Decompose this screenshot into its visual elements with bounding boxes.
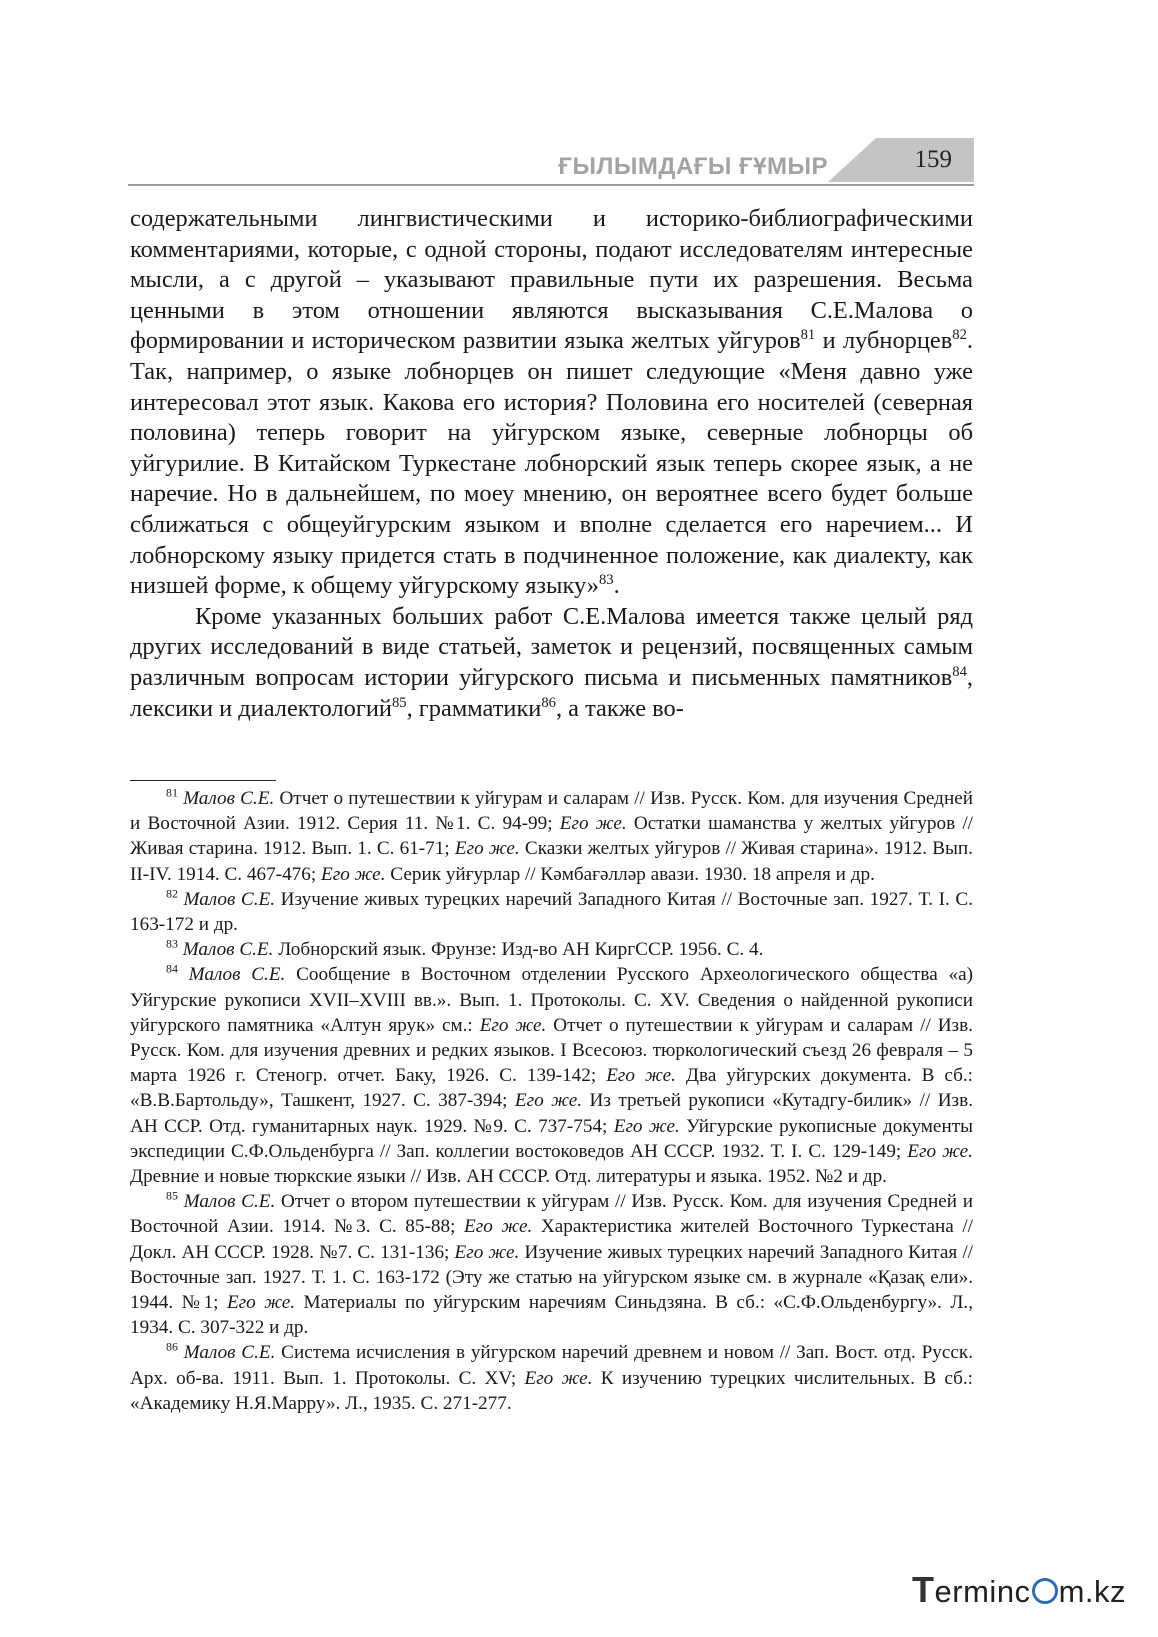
text-run: , лексики и диалектологий	[130, 663, 973, 722]
watermark-middle: erminc	[934, 1574, 1031, 1609]
italic-text: Его же.	[454, 1241, 520, 1263]
text-run: , грамматики	[406, 694, 542, 722]
text-run: . Так, например, о языке лобнорцев он пишет следующие «Меня давно уже интересовал этот язык. Какова его история? Половина его носителей (северная половина) теперь говорит на уйгурском языке, северные лобнорцы об уйгурилие. В Китайском Туркестане лобнорский язык теперь скорее язык, а не наречие. Но в дальнейшем, по моеу мнению, он вероятнее всего будет больше сближаться с общеуйгурским языком и вполне сделается его наречием... И лобнорскому языку придется стать в подчиненное положение, как диалекту, как низшей форме, к общему уйгурскому языку»	[130, 327, 973, 600]
text-run: Кроме указанных больших работ С.Е.Малова имеется также целый ряд других исследований в виде статьей, заметок и рецензий, посвященных самым различным вопросам истории уйгурского письма и письменных памятников	[130, 602, 973, 691]
text-run: К изучению турецких числительных. В сб.: «Академику Н.Я.Марру». Л., 1935. С. 271-277.	[130, 1367, 974, 1414]
footnote-ref: 82	[952, 327, 967, 344]
footnote-85	[130, 1189, 973, 1340]
text-run	[178, 964, 189, 985]
italic-text: Малов С.Е.	[183, 888, 276, 910]
italic-text: Его же.	[907, 1140, 973, 1162]
italic-text: Его же.	[463, 1216, 533, 1238]
text-run: Отчет о путешествии к уйгурам и саларам // Изв. Русск. Ком. для изучения Средней и Восточной Азии. 1912. Серия 11. №1. С. 94-99;	[130, 788, 973, 835]
italic-text: Его же.	[320, 863, 386, 885]
text-run: Отчет о втором путешествии к уйгурам // Изв. Русск. Ком. для изучения Средней и Восточной Азии. 1914. №3. С. 85-88;	[130, 1191, 974, 1238]
text-run: .	[613, 572, 620, 600]
footnote-ref: 85	[166, 1188, 178, 1203]
footnote-84	[130, 962, 973, 1189]
footnote-ref: 83	[166, 936, 178, 951]
watermark-first-letter: T	[912, 1569, 935, 1610]
italic-text: Его же.	[613, 1115, 680, 1137]
text-run: , а также во-	[555, 694, 684, 722]
italic-text: Его же.	[559, 813, 627, 835]
footnote-86	[130, 1340, 973, 1416]
text-run: Система исчисления в уйгурском наречий древнем и новом // Зап. Вост. отд. Русск. Арх. об-ва. 1911. Вып. 1. Протоколы. С. XV;	[130, 1342, 973, 1389]
footnote-ref: 83	[598, 572, 614, 588]
footnote-82	[130, 887, 973, 937]
text-run: и лубнорцев	[815, 327, 953, 355]
paragraph	[130, 204, 973, 602]
italic-text: Его же.	[514, 1090, 583, 1112]
footnote-81	[130, 786, 973, 887]
italic-text: Малов С.Е.	[183, 1191, 276, 1213]
footnote-ref: 81	[166, 785, 178, 800]
page-number: 159	[914, 146, 952, 173]
text-run: Серик уйғурлар // Кәмбағәлләр авази. 1930. 18 апреля и др.	[385, 863, 875, 885]
italic-text: Малов С.Е.	[182, 939, 274, 961]
footnote-83	[130, 937, 973, 962]
italic-text: Малов С.Е.	[183, 1342, 276, 1364]
text-run: содержательными лингвистическими и историко-библиографическими комментариями, которые, с одной стороны, подают исследователям интересные мысли, а с другой – указывают правильные пути их разрешения. Весьма ценными в этом отношении являются высказывания С.Е.Малова о формировании и историческом развитии языка желтых уйгуров	[130, 205, 973, 355]
text-run: Уйгурские рукописные документы экспедиции С.Ф.Ольденбурга // Зап. коллегии востоковедов АН СССР. 1932. Т. I. С. 129-149;	[130, 1115, 973, 1162]
footnote-ref: 86	[541, 694, 556, 711]
text-run: Материалы по уйгурским наречиям Синьдзяна. В сб.: «С.Ф.Ольденбургу». Л., 1934. С. 307-322 и др.	[130, 1292, 973, 1339]
main-text	[130, 204, 973, 724]
text-run: Остатки шаманства у желтых уйгуров // Живая старина. 1912. Вып. 1. С. 61-71;	[130, 813, 973, 860]
footnote-ref: 82	[166, 886, 178, 901]
italic-text: Его же.	[606, 1065, 676, 1087]
watermark-end: m.kz	[1058, 1574, 1126, 1609]
footnotes	[130, 786, 973, 1416]
header-band-shape	[828, 138, 974, 182]
footnote-ref: 84	[952, 663, 967, 680]
text-run: Сообщение в Восточном отделении Русского Археологического общества «а) Уйгурские рукописи XVII–XVIII вв.». Вып. 1. Протоколы. С. XV. Сведения о найденной рукописи уйгурского памятника «Алтун ярук» см.:	[130, 964, 974, 1036]
italic-text: Малов С.Е.	[183, 788, 275, 809]
italic-text: Его же.	[479, 1014, 547, 1036]
text-run: Характеристика жителей Восточного Туркестана // Докл. АН СССР. 1928. №7. С. 131-136;	[130, 1216, 973, 1263]
text-run: Сказки желтых уйгуров // Живая старина». 1912. Вып. II-IV. 1914. С. 467-476;	[130, 838, 973, 885]
footnote-rule	[130, 780, 276, 781]
watermark-circle-icon	[1032, 1578, 1058, 1604]
paragraph	[130, 602, 973, 724]
italic-text: Его же.	[226, 1292, 296, 1314]
text-run: Лобнорский язык. Фрунзе: Изд-во АН КиргССР. 1956. С. 4.	[273, 939, 764, 961]
text-run: Древние и новые тюркские языки // Изв. АН СССР. Отд. литературы и языка. 1952. №2 и др.	[130, 1166, 887, 1188]
footnote-ref: 84	[166, 962, 178, 977]
text-run: Два уйгурских документа. В сб.: «В.В.Бартольду», Ташкент, 1927. С. 387-394;	[130, 1065, 974, 1112]
text-run: Изучение живых турецких наречий Западного Китая // Восточные зап. 1927. Т. 1. С. 163-172 (Эту же статью на уйгурском языке см. в журнале «Қазақ ели». 1944. №1;	[130, 1241, 973, 1314]
italic-text: Его же.	[454, 838, 520, 860]
footnote-ref: 81	[800, 327, 816, 344]
running-title: ҒЫЛЫМДАҒЫ ҒҰМЫР	[558, 153, 828, 180]
page-header	[128, 138, 974, 186]
footnote-ref: 86	[166, 1340, 178, 1355]
text-run: Отчет о путешествии к уйгурам и саларам // Изв. Русск. Ком. для изучения древних и редких языков. I Всесоюз. тюркологический съезд 26 февраля – 5 марта 1926 г. Стеногр. отчет. Баку, 1926. С. 139-142;	[130, 1014, 973, 1087]
footnote-ref: 85	[391, 694, 407, 711]
text-run: Из третьей рукописи «Кутадгу-билик» // Изв. АН ССР. Отд. гуманитарных наук. 1929. №9. С. 737-754;	[130, 1090, 973, 1137]
italic-text: Малов С.Е.	[188, 964, 286, 986]
watermark-logo	[912, 1569, 1126, 1611]
italic-text: Его же.	[524, 1367, 593, 1389]
header-rule	[128, 184, 974, 186]
text-run: Изучение живых турецких наречий Западного Китая // Восточные зап. 1927. Т. I. С. 163-172 и др.	[130, 888, 973, 936]
